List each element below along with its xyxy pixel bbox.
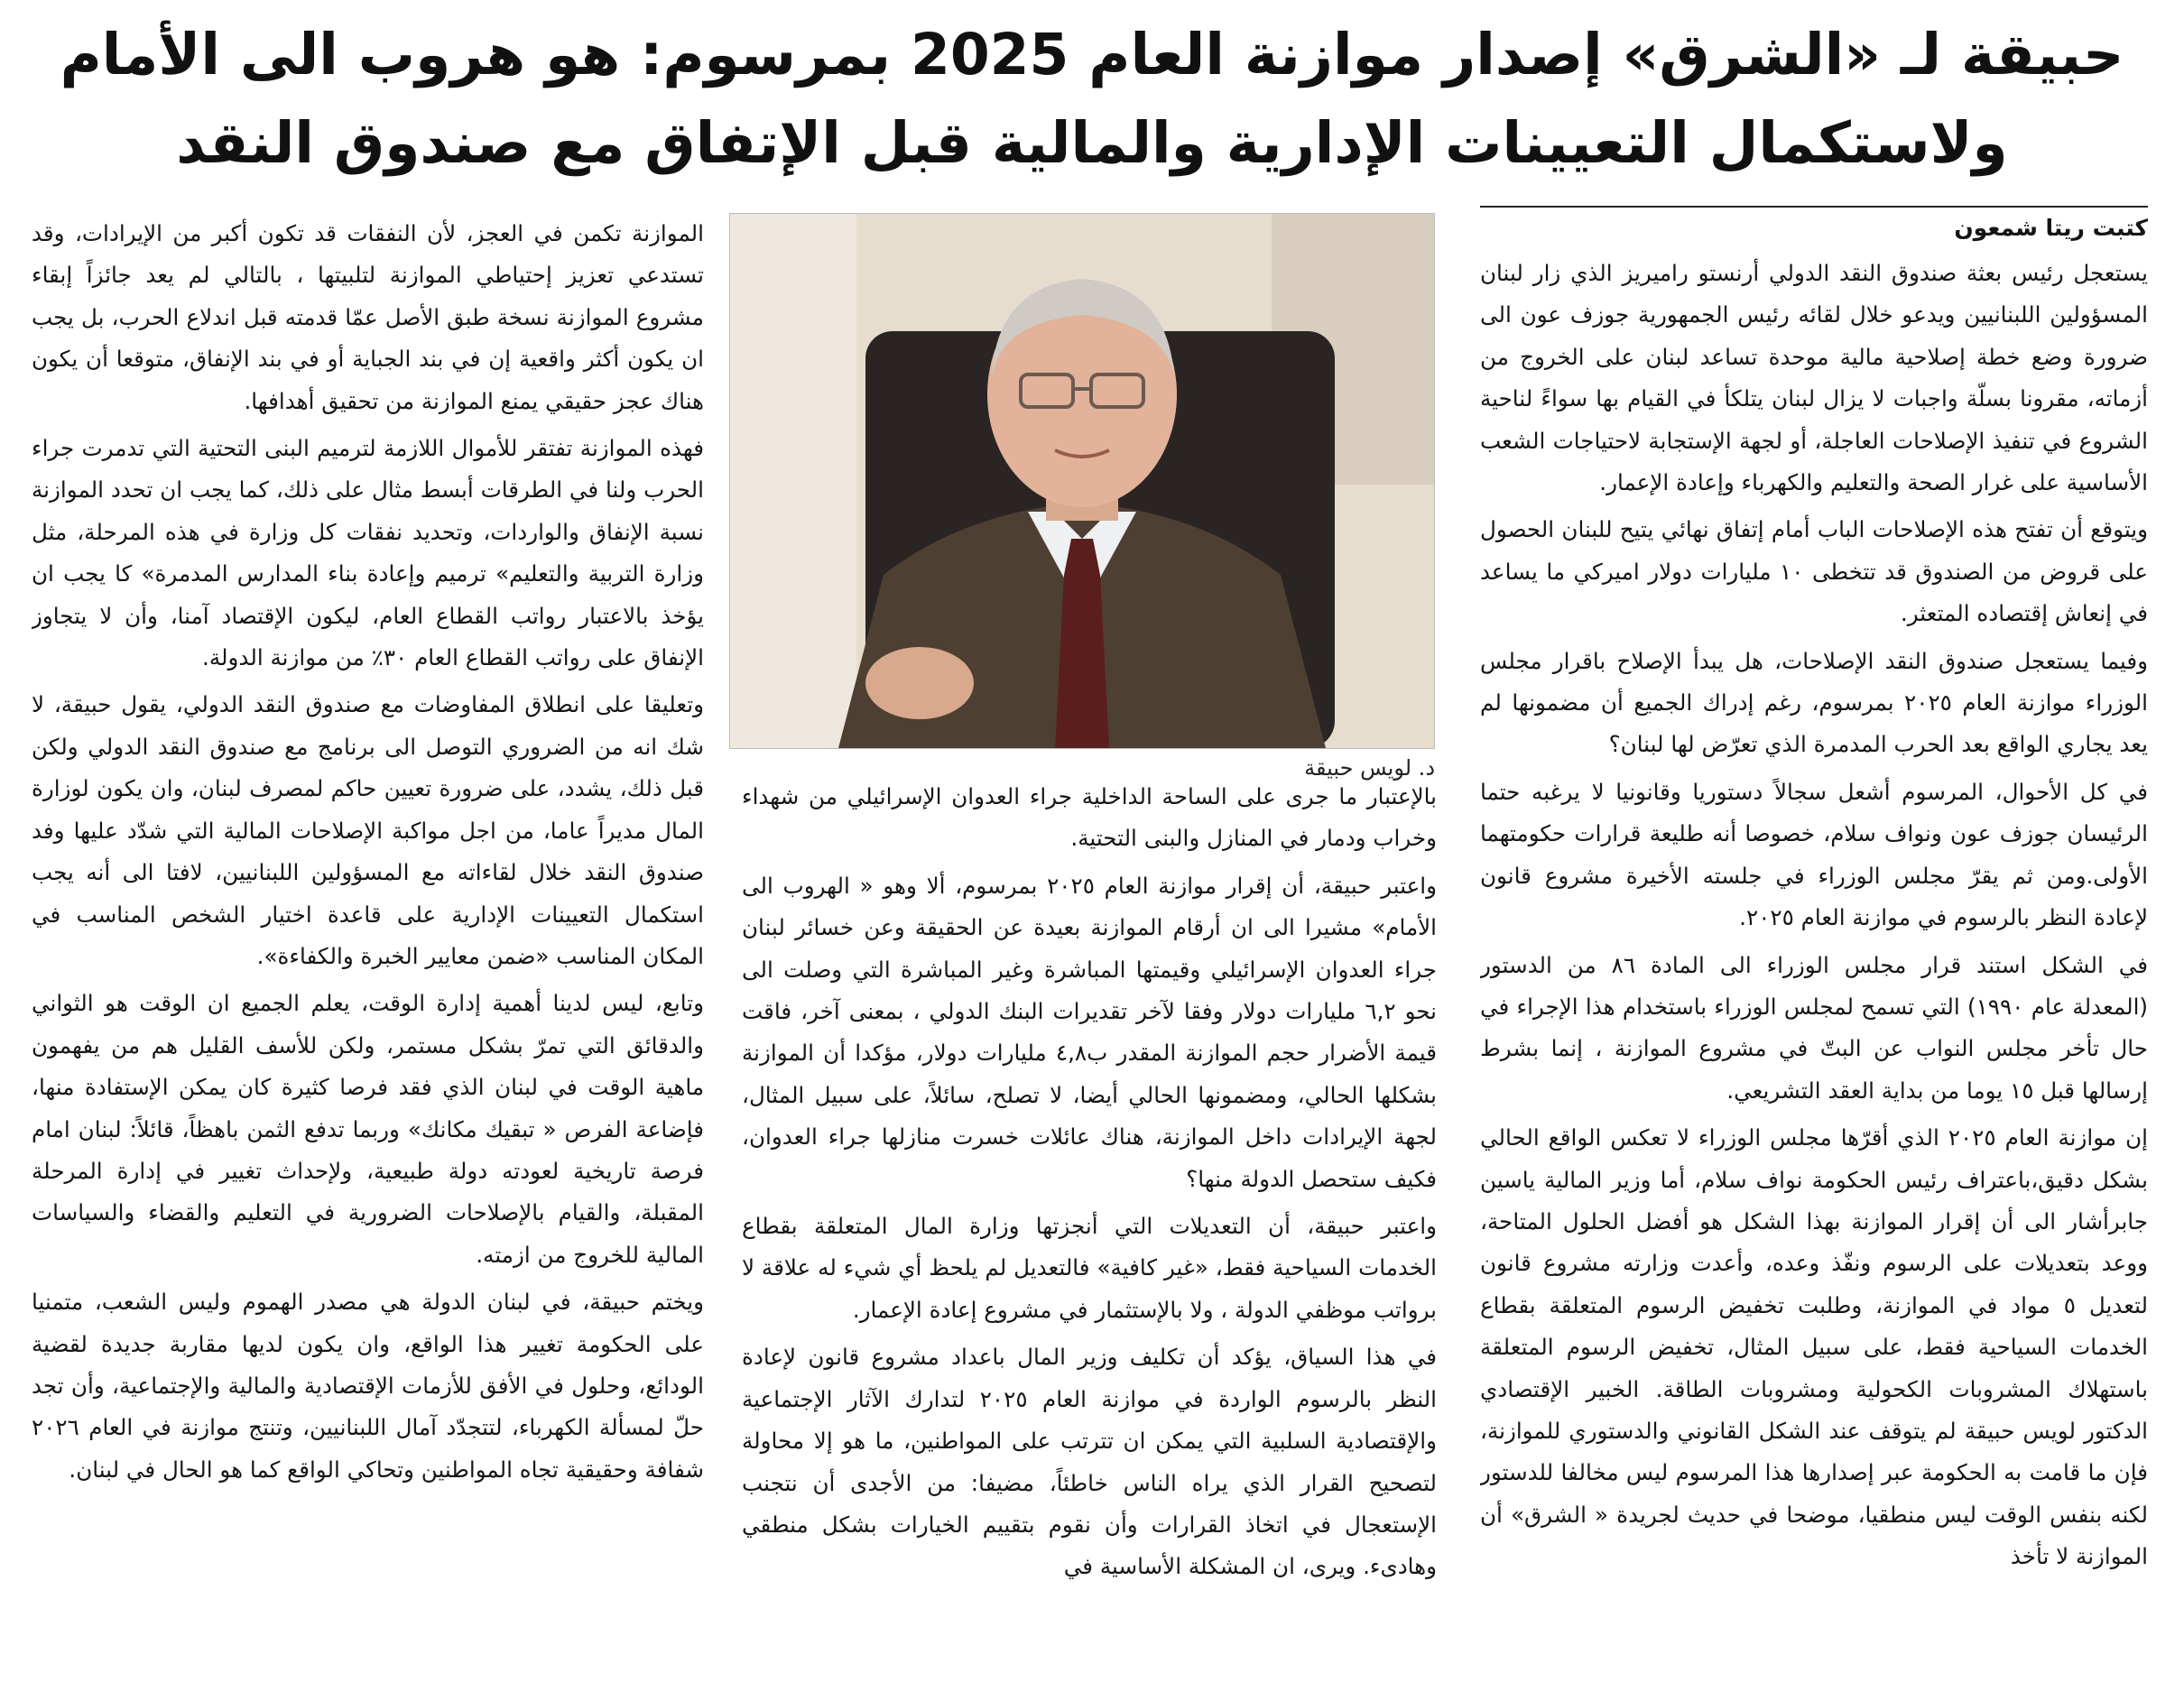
headline-line-1: حبيقة لـ «الشرق» إصدار موازنة العام 2025 بمرسوم: هو هروب الى الأمام (60, 22, 2124, 88)
portrait-illustration (730, 214, 1434, 748)
paragraph: في الشكل استند قرار مجلس الوزراء الى المادة ٨٦ من الدستور (المعدلة عام ١٩٩٠) التي تسمح لمجلس الوزراء باستخدام هذا الإجراء في حال تأخر مجلس النواب عن البتّ في مشروع الموازنة ، إنما بشرط إرسالها قبل ١٥ يوما من بداية العقد التشريعي. (1480, 951, 2148, 1104)
paragraph: بالإعتبار ما جرى على الساحة الداخلية جراء العدوان الإسرائيلي من شهداء وخراب ودمار في المنازل والبنى التحتية. (742, 783, 1437, 852)
paragraph: فهذه الموازنة تفتقر للأموال اللازمة لترميم البنى التحتية التي تدمرت جراء الحرب ولنا في الطرقات أبسط مثال على ذلك، كما يجب ان تحدد الموازنة نسبة الإنفاق والواردات، وتحديد نفقات كل وزارة في هذه المرحلة، مثل وزارة التربية والتعليم» ترميم وإعادة بناء المدارس المدمرة» كا يجب ان يؤخذ بالاعتبار رواتب القطاع العام، ليكون الإقتصاد آمنا، وأن لا يتجاوز الإنفاق على رواتب القطاع العام ٣٠٪ من موازنة الدولة. (32, 435, 704, 671)
paragraph: واعتبر حبيقة، أن التعديلات التي أنجزتها وزارة المال المتعلقة بقطاع الخدمات السياحية فقط، «غير كافية» فالتعديل لم يلحظ أي شيء له علاقة لا برواتب موظفي الدولة ، ولا بالإستثمار في مشروع إعادة الإعمار. (742, 1213, 1437, 1323)
paragraph: يستعجل رئيس بعثة صندوق النقد الدولي أرنستو راميريز الذي زار لبنان المسؤولين اللبنانيين ويدعو خلال لقائه رئيس الجمهورية جوزف عون الى ضرورة وضع خطة إصلاحية مالية موحدة تساعد لبنان على الخروج من أزماته، مقرونا بسلّة واجبات لا يزال لبنان يتلكأ في القيام بها سواءً لناحية الشروع في تنفيذ الإصلاحات العاجلة، أو لجهة الإستجابة لاحتياجات الشعب الأساسية على غرار الصحة والتعليم والكهرباء وإعادة الإعمار. (1480, 260, 2148, 496)
paragraph: في كل الأحوال، المرسوم أشعل سجالاً دستوريا وقانونيا لا يرغبه حتما الرئيسان جوزف عون ونواف سلام، خصوصا أنه طليعة قرارات حكومتهما الأولى.ومن ثم يقرّ مجلس الوزراء في جلسته الأخيرة مشروع قانون لإعادة النظر بالرسوم في موازنة العام ٢٠٢٥. (1480, 778, 2148, 931)
article-column-middle (742, 776, 1437, 1683)
paragraph: الموازنة تكمن في العجز، لأن النفقات قد تكون أكبر من الإيرادات، وقد تستدعي تعزيز إحتياطي الموازنة لتلبيتها ، بالتالي لم يعد جائزاً إبقاء مشروع الموازنة نسخة طبق الأصل عمّا قدمته قبل اندلاع الحرب، بل يجب ان يكون أكثر واقعية إن في بند الجباية أو في بند الإنفاق، متوقعا أن يكون هناك عجز حقيقي يمنع الموازنة من تحقيق أهدافها. (32, 220, 704, 414)
paragraph: ويتوقع أن تفتح هذه الإصلاحات الباب أمام إتفاق نهائي يتيح للبنان الحصول على قروض من الصندوق قد تتخطى ١٠ مليارات دولار اميركي ما يساعد في إنعاش إقتصاده المتعثر. (1480, 516, 2148, 627)
paragraph: ويختم حبيقة، في لبنان الدولة هي مصدر الهموم وليس الشعب، متمنيا على الحكومة تغيير هذا الواقع، وان يكون لديها مقاربة جديدة لقضية الودائع، وحلول في الأفق للأزمات الإقتصادية والمالية والإجتماعية، وأن تجد حلّ لمسألة الكهرباء، لتتجدّد آمال اللبنانيين، وتنتج موازنة في العام ٢٠٢٦ شفافة وحقيقية تجاه المواطنين وتحاكي الواقع كما هو الحال في لبنان. (32, 1289, 704, 1483)
photo-caption: د. لويس حبيقة (1304, 755, 1435, 781)
article-column-left (32, 213, 704, 1683)
paragraph: وتابع، ليس لدينا أهمية إدارة الوقت، يعلم الجميع ان الوقت هو الثواني والدقائق التي تمرّ بشكل مستمر، ولكن للأسف القليل هم من يفهمون ماهية الوقت في لبنان الذي فقد فرصا كثيرة كان يمكن الإستفادة منها، فإضاعة الفرص « تبقيك مكانك» وربما تدفع الثمن باهظاً، قائلاً: لبنان امام فرصة تاريخية لعودته دولة طبيعية، ولإحداث تغيير في إدارة المرحلة المقبلة، والقيام بالإصلاحات الضرورية في التعليم والقضاء والسياسات المالية للخروج من ازمته. (32, 990, 704, 1268)
paragraph: إن موازنة العام ٢٠٢٥ الذي أقرّها مجلس الوزراء لا تعكس الواقع الحالي بشكل دقيق،باعتراف رئيس الحكومة نواف سلام، أما وزير المالية ياسين جابرأشار الى أن إقرار الموازنة بهذا الشكل هو أفضل الحلول المتاحة، ووعد بتعديلات على الرسوم ونفّذ وعده، وأعدت وزارته مشروع قانون لتعديل ٥ مواد في الموازنة، وطلبت تخفيض الرسوم المتعلقة بقطاع الخدمات السياحية فقط، على سبيل المثال، تخفيض الرسوم المتعلقة باستهلاك المشروبات الكحولية ومشروبات الطاقة. الخبير الإقتصادي الدكتور لويس حبيقة لم يتوقف عند الشكل القانوني والدستوري للموازنة، فإن ما قامت به الحكومة عبر إصدارها هذا المرسوم ليس مخالفا للدستور لكنه بنفس الوقت ليس منطقيا، موضحا في حديث لجريدة « الشرق» أن الموازنة لا تأخذ (1480, 1124, 2148, 1570)
paragraph: واعتبر حبيقة، أن إقرار موازنة العام ٢٠٢٥ بمرسوم، ألا وهو « الهروب الى الأمام» مشيرا الى ان أرقام الموازنة بعيدة عن الحقيقة وعن خسائر لبنان جراء العدوان الإسرائيلي وقيمتها المباشرة وغير المباشرة التي وصلت الى نحو ٦,٢ مليارات دولار وفقا لآخر تقديرات البنك الدولي ، بمعنى آخر، فاقت قيمة الأضرار حجم الموازنة المقدر ب٤,٨ مليارات دولار، مؤكدا أن الموازنة بشكلها الحالي، ومضمونها الحالي أيضا، لا تصلح، سائلاً، على سبيل المثال، لجهة الإيرادات داخل الموازنة، هناك عائلات خسرت منازلها جراء العدوان، فكيف ستحصل الدولة منها؟ (742, 872, 1437, 1192)
article-column-right (1480, 206, 2148, 1683)
paragraph: في هذا السياق، يؤكد أن تكليف وزير المال باعداد مشروع قانون لإعادة النظر بالرسوم الواردة في موازنة العام ٢٠٢٥ لتدارك الآثار الإجتماعية والإقتصادية السلبية التي يمكن ان تترتب على المواطنين، ما هو إلا محاولة لتصحيح القرار الذي يراه الناس خاطئاً، مضيفا: من الأجدى أن نتجنب الإستعجال في اتخاذ القرارات وأن نقوم بتقييم الخيارات بشكل منطقي وهادىء. ويرى، ان المشكلة الأساسية في (742, 1344, 1437, 1580)
byline: كتبت ريتا شمعون (1954, 215, 2148, 241)
paragraph: وتعليقا على انطلاق المفاوضات مع صندوق النقد الدولي، يقول حبيقة، لا شك انه من الضروري التوصل الى برنامج مع صندوق النقد الدولي ولكن قبل ذلك، يشدد، على ضرورة تعيين حاكم لمصرف لبنان، وان يكون لوزارة المال مديراً عاما، من اجل مواكبة الإصلاحات المالية التي شدّد عليها وفد صندوق النقد خلال لقاءاته مع المسؤولين اللبنانيين، لافتا الى أنه يجب استكمال التعيينات الإدارية على قاعدة اختيار الشخص المناسب في المكان المناسب «ضمن معايير الخبرة والكفاءة». (32, 691, 704, 969)
paragraph: وفيما يستعجل صندوق النقد الإصلاحات، هل يبدأ الإصلاح باقرار مجلس الوزراء موازنة العام ٢٠٢٥ بمرسوم، رغم إدراك الجميع أن مضمونها لم يعد يجاري الواقع بعد الحرب المدمرة الذي تعرّض لها لبنان؟ (1480, 647, 2148, 758)
portrait-photo (729, 213, 1435, 749)
headline-line-2: ولاستكمال التعيينات الإدارية والمالية قبل الإتفاق مع صندوق النقد (176, 110, 2008, 176)
headline (36, 11, 2148, 188)
